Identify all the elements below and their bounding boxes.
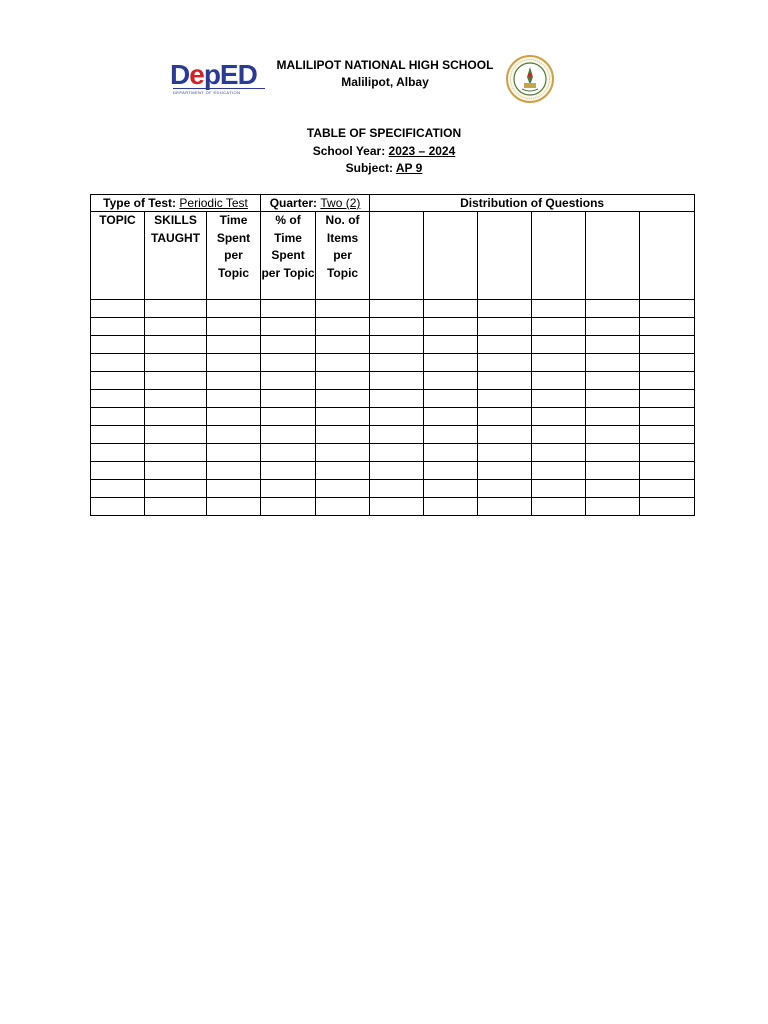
table-cell[interactable] — [91, 390, 145, 408]
table-cell[interactable] — [424, 408, 478, 426]
table-cell[interactable] — [207, 480, 261, 498]
table-cell[interactable] — [91, 444, 145, 462]
table-cell[interactable] — [261, 444, 316, 462]
table-header-row — [91, 195, 695, 212]
table-cell[interactable] — [640, 390, 695, 408]
table-cell[interactable] — [424, 372, 478, 390]
table-cell[interactable] — [532, 462, 586, 480]
table-row — [91, 408, 695, 426]
subject-line — [234, 160, 534, 178]
table-cell[interactable] — [424, 318, 478, 336]
table-cell[interactable] — [586, 498, 640, 516]
table-cell[interactable] — [316, 426, 370, 444]
table-cell[interactable] — [261, 408, 316, 426]
test-type-cell — [91, 195, 261, 212]
table-cell[interactable] — [532, 336, 586, 354]
table-cell[interactable] — [478, 480, 532, 498]
table-cell[interactable] — [424, 444, 478, 462]
table-cell[interactable] — [207, 462, 261, 480]
table-cell[interactable] — [586, 426, 640, 444]
specification-table — [90, 194, 695, 516]
table-cell[interactable] — [91, 318, 145, 336]
distribution-cell — [532, 212, 586, 300]
distribution-cell — [370, 212, 424, 300]
quarter-cell — [261, 195, 370, 212]
table-row — [91, 480, 695, 498]
table-cell[interactable] — [370, 462, 424, 480]
table-cell[interactable] — [586, 354, 640, 372]
table-row — [91, 444, 695, 462]
table-cell[interactable] — [207, 336, 261, 354]
table-cell[interactable] — [207, 498, 261, 516]
table-cell[interactable] — [640, 372, 695, 390]
table-row — [91, 426, 695, 444]
table-cell[interactable] — [370, 336, 424, 354]
table-cell[interactable] — [478, 336, 532, 354]
table-cell[interactable] — [424, 300, 478, 318]
table-cell[interactable] — [532, 372, 586, 390]
table-cell[interactable] — [145, 300, 207, 318]
column-header-skills: SKILLS TAUGHT — [145, 212, 207, 300]
table-cell[interactable] — [532, 480, 586, 498]
school-year-value: 2023 – 2024 — [388, 143, 456, 158]
table-cell[interactable] — [145, 480, 207, 498]
table-cell[interactable] — [145, 318, 207, 336]
school-year-line — [234, 143, 534, 161]
table-cell[interactable] — [316, 318, 370, 336]
table-cell[interactable] — [532, 354, 586, 372]
distribution-cell — [424, 212, 478, 300]
table-cell[interactable] — [316, 480, 370, 498]
table-cell[interactable] — [532, 498, 586, 516]
table-cell[interactable] — [532, 444, 586, 462]
table-cell[interactable] — [370, 498, 424, 516]
table-row — [91, 390, 695, 408]
table-cell[interactable] — [261, 462, 316, 480]
test-type-value: Periodic Test — [179, 196, 248, 210]
table-cell[interactable] — [640, 444, 695, 462]
table-cell[interactable] — [316, 300, 370, 318]
table-cell[interactable] — [424, 336, 478, 354]
table-cell[interactable] — [91, 300, 145, 318]
table-cell[interactable] — [640, 480, 695, 498]
school-seal-icon — [506, 55, 554, 103]
table-cell[interactable] — [261, 300, 316, 318]
table-cell[interactable] — [261, 372, 316, 390]
table-cell[interactable] — [91, 372, 145, 390]
table-cell[interactable] — [145, 444, 207, 462]
table-cell[interactable] — [478, 318, 532, 336]
table-cell[interactable] — [424, 462, 478, 480]
table-cell[interactable] — [207, 426, 261, 444]
table-cell[interactable] — [207, 444, 261, 462]
table-cell[interactable] — [261, 390, 316, 408]
test-type-label: Type of Test: — [103, 196, 180, 210]
table-cell[interactable] — [207, 318, 261, 336]
school-location: Malilipot, Albay — [341, 75, 429, 89]
table-cell[interactable] — [640, 498, 695, 516]
column-header-topic: TOPIC — [91, 212, 145, 300]
table-cell[interactable] — [478, 498, 532, 516]
table-cell[interactable] — [316, 336, 370, 354]
table-cell[interactable] — [316, 462, 370, 480]
table-cell[interactable] — [640, 426, 695, 444]
table-cell[interactable] — [424, 480, 478, 498]
table-cell[interactable] — [370, 318, 424, 336]
table-cell[interactable] — [370, 390, 424, 408]
table-cell[interactable] — [370, 408, 424, 426]
table-cell[interactable] — [316, 408, 370, 426]
table-cell[interactable] — [316, 354, 370, 372]
table-cell[interactable] — [261, 354, 316, 372]
table-cell[interactable] — [478, 300, 532, 318]
table-cell[interactable] — [145, 408, 207, 426]
document-title — [234, 125, 534, 178]
table-row — [91, 372, 695, 390]
table-cell[interactable] — [532, 426, 586, 444]
table-cell[interactable] — [586, 300, 640, 318]
table-cell[interactable] — [261, 336, 316, 354]
table-cell[interactable] — [586, 408, 640, 426]
table-cell[interactable] — [91, 354, 145, 372]
table-cell[interactable] — [370, 480, 424, 498]
table-cell[interactable] — [478, 354, 532, 372]
table-cell[interactable] — [145, 336, 207, 354]
table-cell[interactable] — [370, 372, 424, 390]
column-header-row — [91, 212, 695, 300]
table-cell[interactable] — [207, 372, 261, 390]
table-row — [91, 462, 695, 480]
table-cell[interactable] — [91, 426, 145, 444]
table-cell[interactable] — [91, 336, 145, 354]
table-cell[interactable] — [370, 354, 424, 372]
table-cell[interactable] — [478, 372, 532, 390]
table-cell[interactable] — [424, 390, 478, 408]
table-cell[interactable] — [424, 426, 478, 444]
table-cell[interactable] — [586, 462, 640, 480]
table-cell[interactable] — [478, 408, 532, 426]
table-cell[interactable] — [586, 372, 640, 390]
table-row — [91, 300, 695, 318]
distribution-cell — [478, 212, 532, 300]
table-cell[interactable] — [640, 336, 695, 354]
quarter-value: Two (2) — [320, 196, 361, 210]
column-header-time-spent: Time Spent per Topic — [207, 212, 261, 300]
column-header-items: No. of Items per Topic — [316, 212, 370, 300]
table-cell[interactable] — [478, 390, 532, 408]
table-cell[interactable] — [145, 390, 207, 408]
table-cell[interactable] — [424, 498, 478, 516]
table-cell[interactable] — [145, 372, 207, 390]
table-cell[interactable] — [640, 462, 695, 480]
table-cell[interactable] — [207, 354, 261, 372]
table-cell[interactable] — [532, 390, 586, 408]
table-cell[interactable] — [370, 426, 424, 444]
table-row — [91, 354, 695, 372]
table-cell[interactable] — [478, 444, 532, 462]
distribution-cell — [640, 212, 695, 300]
table-cell[interactable] — [145, 462, 207, 480]
table-row — [91, 498, 695, 516]
table-cell[interactable] — [316, 498, 370, 516]
column-header-percent-time: % of Time Spent per Topic — [261, 212, 316, 300]
table-cell[interactable] — [640, 354, 695, 372]
table-body — [91, 300, 695, 516]
table-cell[interactable] — [261, 480, 316, 498]
table-cell[interactable] — [207, 390, 261, 408]
quarter-label: Quarter: — [269, 196, 321, 210]
table-cell[interactable] — [145, 498, 207, 516]
table-cell[interactable] — [586, 336, 640, 354]
table-cell[interactable] — [640, 300, 695, 318]
deped-logo-text: DepED — [170, 59, 257, 90]
table-cell[interactable] — [532, 318, 586, 336]
distribution-cell — [586, 212, 640, 300]
table-cell[interactable] — [586, 390, 640, 408]
table-cell[interactable] — [145, 354, 207, 372]
table-row — [91, 318, 695, 336]
table-cell[interactable] — [316, 390, 370, 408]
school-year-label: School Year: — [312, 143, 389, 158]
table-cell[interactable] — [261, 498, 316, 516]
table-cell[interactable] — [207, 408, 261, 426]
table-cell[interactable] — [91, 480, 145, 498]
subject-label: Subject: — [345, 161, 396, 175]
deped-logo — [170, 58, 270, 98]
table-cell[interactable] — [207, 300, 261, 318]
table-cell[interactable] — [586, 444, 640, 462]
school-name: MALILIPOT NATIONAL HIGH SCHOOL — [276, 58, 494, 72]
table-cell[interactable] — [261, 426, 316, 444]
table-cell[interactable] — [478, 462, 532, 480]
table-cell[interactable] — [532, 408, 586, 426]
table-cell[interactable] — [91, 408, 145, 426]
table-cell[interactable] — [640, 408, 695, 426]
table-row — [91, 336, 695, 354]
table-cell[interactable] — [316, 444, 370, 462]
subject-value: AP 9 — [395, 161, 423, 175]
table-cell[interactable] — [316, 372, 370, 390]
distribution-header: Distribution of Questions — [370, 195, 695, 212]
table-cell[interactable] — [91, 498, 145, 516]
table-cell[interactable] — [370, 444, 424, 462]
table-cell[interactable] — [532, 300, 586, 318]
table-cell[interactable] — [478, 426, 532, 444]
table-cell[interactable] — [145, 426, 207, 444]
table-cell[interactable] — [640, 318, 695, 336]
table-cell[interactable] — [424, 354, 478, 372]
table-cell[interactable] — [91, 462, 145, 480]
deped-logo-subtext: DEPARTMENT OF EDUCATION — [173, 88, 265, 95]
school-header — [270, 57, 500, 91]
table-cell[interactable] — [370, 300, 424, 318]
title-heading: TABLE OF SPECIFICATION — [306, 126, 462, 140]
table-cell[interactable] — [261, 318, 316, 336]
table-cell[interactable] — [586, 318, 640, 336]
table-cell[interactable] — [586, 480, 640, 498]
